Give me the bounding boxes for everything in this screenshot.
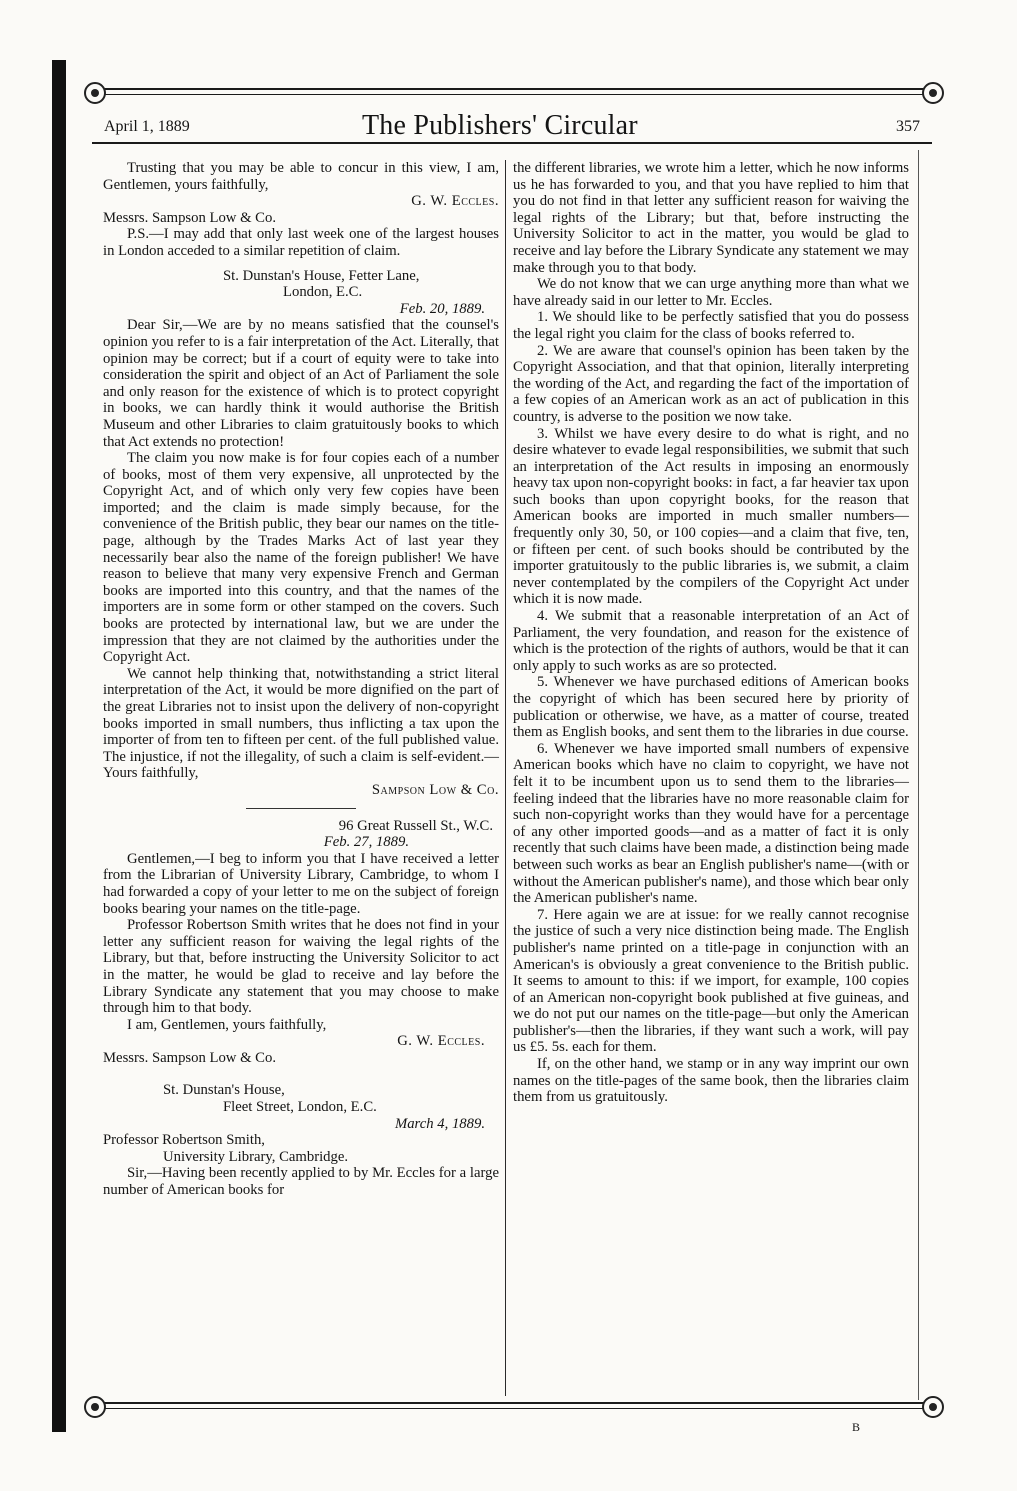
signature-mark: B [852,1420,861,1434]
paragraph: 7. Here again we are at issue: for we really cannot recognise the justice of such a very nice distinction being made. The English publisher's name printed on a title-page in conjunction with an American's is obviously a great convenience to the British public. It seems to amount to this: if we import, for example, 100 copies of an American non-copyright book published at five guineas, and we do not put our names on the title-page—but only the American publisher's—then the libraries, if they want such a work, will pay us £5. 5s. each for them. [513,906,909,1056]
paragraph: We cannot help thinking that, notwithstanding a strict literal interpretation of the Act, it would be more dignified on the part of the great Libraries not to insist upon the delivery of non-copyright books imported in small numbers, thus inflicting a tax upon the importer of from ten to fifteen per cent. of the full published value. The injustice, if not the illegality, of such a claim is self-evident.—Yours faithfully, [103,665,499,782]
paragraph: Professor Robertson Smith writes that he does not find in your letter any sufficient reason for waiving the legal rights of the Library, but that, before instructing the University Solicitor to act in the matter, he would be glad to receive and lay before the Library Syndicate any statement that you may choose to make through him to that body. [103,917,499,1017]
postscript: P.S.—I may add that only last week one of the largest houses in London acceded to a similar repetition of claim. [103,226,499,259]
signature: G. W. Eccles. [411,193,499,210]
paragraph: Dear Sir,—We are by no means satisfied that the counsel's opinion you refer to is a fair interpretation of the Act. Literally, that opinion may be correct; but if a court of equity were to take into consideration the spirit and object of an Act of Parliament the sole and only reason for the existence of which is to protect copyright in books, we can hardly think it would authorise the British Museum and other Libraries to claim gratuitously books to which that Act extends no protection! [103,317,499,450]
paragraph: 5. Whenever we have purchased editions of American books the copyright of which has been secured here by priority of publication or otherwise, we have, as a matter of course, treated them as English books, and sent them to the libraries in due course. [513,674,909,741]
paragraph: Sir,—Having been recently applied to by Mr. Eccles for a large number of American books for [103,1165,499,1199]
paragraph: 6. Whenever we have imported small numbers of expensive American books which have no claim to copyright, we have not felt it to be incumbent upon us to send them to the libraries—feeling indeed that the libraries have no more reasonable claim for such non-copyright works than they would have for a percentage of any other imported goods—and as a matter of fact it is only recently that such claims have been made, a distinction being made between such works as bear an English publisher's name—(with or without the American publisher's name), and those which bear only the American publisher's name. [513,740,909,907]
page-number: 357 [896,118,920,135]
recipient: Professor Robertson Smith, [103,1132,265,1149]
paragraph: 2. We are aware that counsel's opinion has been taken by the Copyright Association, and that that opinion, literally interpreting the wording of the Act, and regarding the fact of the importation of a few copies of an American work as an act of publication in this country, is adverse to the position we now take. [513,342,909,425]
signature: Sampson Low & Co. [371,781,499,798]
header-rule [92,142,932,144]
signature: G. W. Eccles. [397,1033,485,1050]
paragraph: If, on the other hand, we stamp or in any way imprint our own names on the title-pages of the same book, then the libraries claim them from us gratuitously. [513,1056,909,1106]
letter-address: Fleet Street, London, E.C. [223,1099,377,1116]
publication-title: The Publishers' Circular [362,110,638,141]
left-column [103,160,499,1199]
bottom-rule [92,1402,932,1404]
column-divider [505,160,506,1396]
top-rule [92,88,932,90]
letter-date: Feb. 27, 1889. [323,834,409,851]
corner-ornament-icon [84,1396,106,1418]
top-rule-thin [92,94,932,95]
separator-rule [246,808,356,809]
right-column [513,160,909,1106]
header-date: April 1, 1889 [104,118,190,135]
corner-ornament-icon [922,82,944,104]
corner-ornament-icon [922,1396,944,1418]
letter-date: Feb. 20, 1889. [399,300,485,317]
letter-date: March 4, 1889. [394,1115,485,1132]
letter-address: London, E.C. [283,284,363,301]
recipient: University Library, Cambridge. [163,1148,349,1165]
addressee: Messrs. Sampson Low & Co. [103,209,276,226]
paragraph: The claim you now make is for four copies each of a number of books, most of them very expensive, all unprotected by the Copyright Act, and of which only very few copies have been imported; and the claim is made simply because, for the convenience of the British public, they bear our names on the title-page, although by the Trades Marks Act of last year they necessarily bear also the name of the foreign publisher! We have reason to believe that many very expensive French and German books are imported into this country, and that the names of the importers are in some form or other stamped on the covers. Such books are protected by international law, but we are under the impression that they are not claimed by the authorities under the Copyright Act. [103,450,499,666]
letter-address: St. Dunstan's House, [163,1082,285,1099]
bottom-rule-thin [92,1408,932,1409]
paragraph: the different libraries, we wrote him a letter, which he now informs us he has forwarded to you, and that you have replied to him that you do not find in that letter any sufficient reason for waiving the legal rights of the Library; but that, before instructing the University Solicitor to act in the matter, you would be glad to receive and lay before the Library Syndicate any statement we may make through you to that body. [513,160,909,276]
paragraph: 1. We should like to be perfectly satisfied that you do possess the legal right you claim for the class of books referred to. [513,309,909,342]
scan-edge [52,60,66,1432]
paragraph: 3. Whilst we have every desire to do what is right, and no desire whatever to evade legal responsibilities, we submit that such an interpretation of the Act results in imposing an enormously heavy tax upon non-copyright books: in fact, a far heavier tax upon such books than upon copyright books, for the reason that American books are imported in much smaller numbers—frequently only 30, 50, or 100 copies—and a claim that five, ten, or fifteen per cent. of such books should be contributed by the importer gratuitously to the public libraries is, we submit, a claim never contemplated by the compilers of the Copyright Act under which it is now made. [513,425,909,608]
letter-address: St. Dunstan's House, Fetter Lane, [223,267,420,284]
column-border [918,150,919,1400]
letter-address: 96 Great Russell St., W.C. [338,817,493,834]
paragraph: Trusting that you may be able to concur in this view, I am, Gentlemen, yours faithfully, [103,160,499,193]
paragraph: 4. We submit that a reasonable interpretation of an Act of Parliament, the very foundation, and reason for the existence of which is the protection of the rights of authors, would be that it can only apply to such works as are so protected. [513,608,909,674]
paragraph: Gentlemen,—I beg to inform you that I have received a letter from the Librarian of University Library, Cambridge, to whom I had forwarded a copy of your letter to me on the subject of foreign books bearing your names on the title-page. [103,850,499,917]
paragraph: We do not know that we can urge anything more than what we have already said in our letter to Mr. Eccles. [513,276,909,309]
addressee: Messrs. Sampson Low & Co. [103,1049,276,1066]
paragraph: I am, Gentlemen, yours faithfully, [127,1016,327,1033]
corner-ornament-icon [84,82,106,104]
